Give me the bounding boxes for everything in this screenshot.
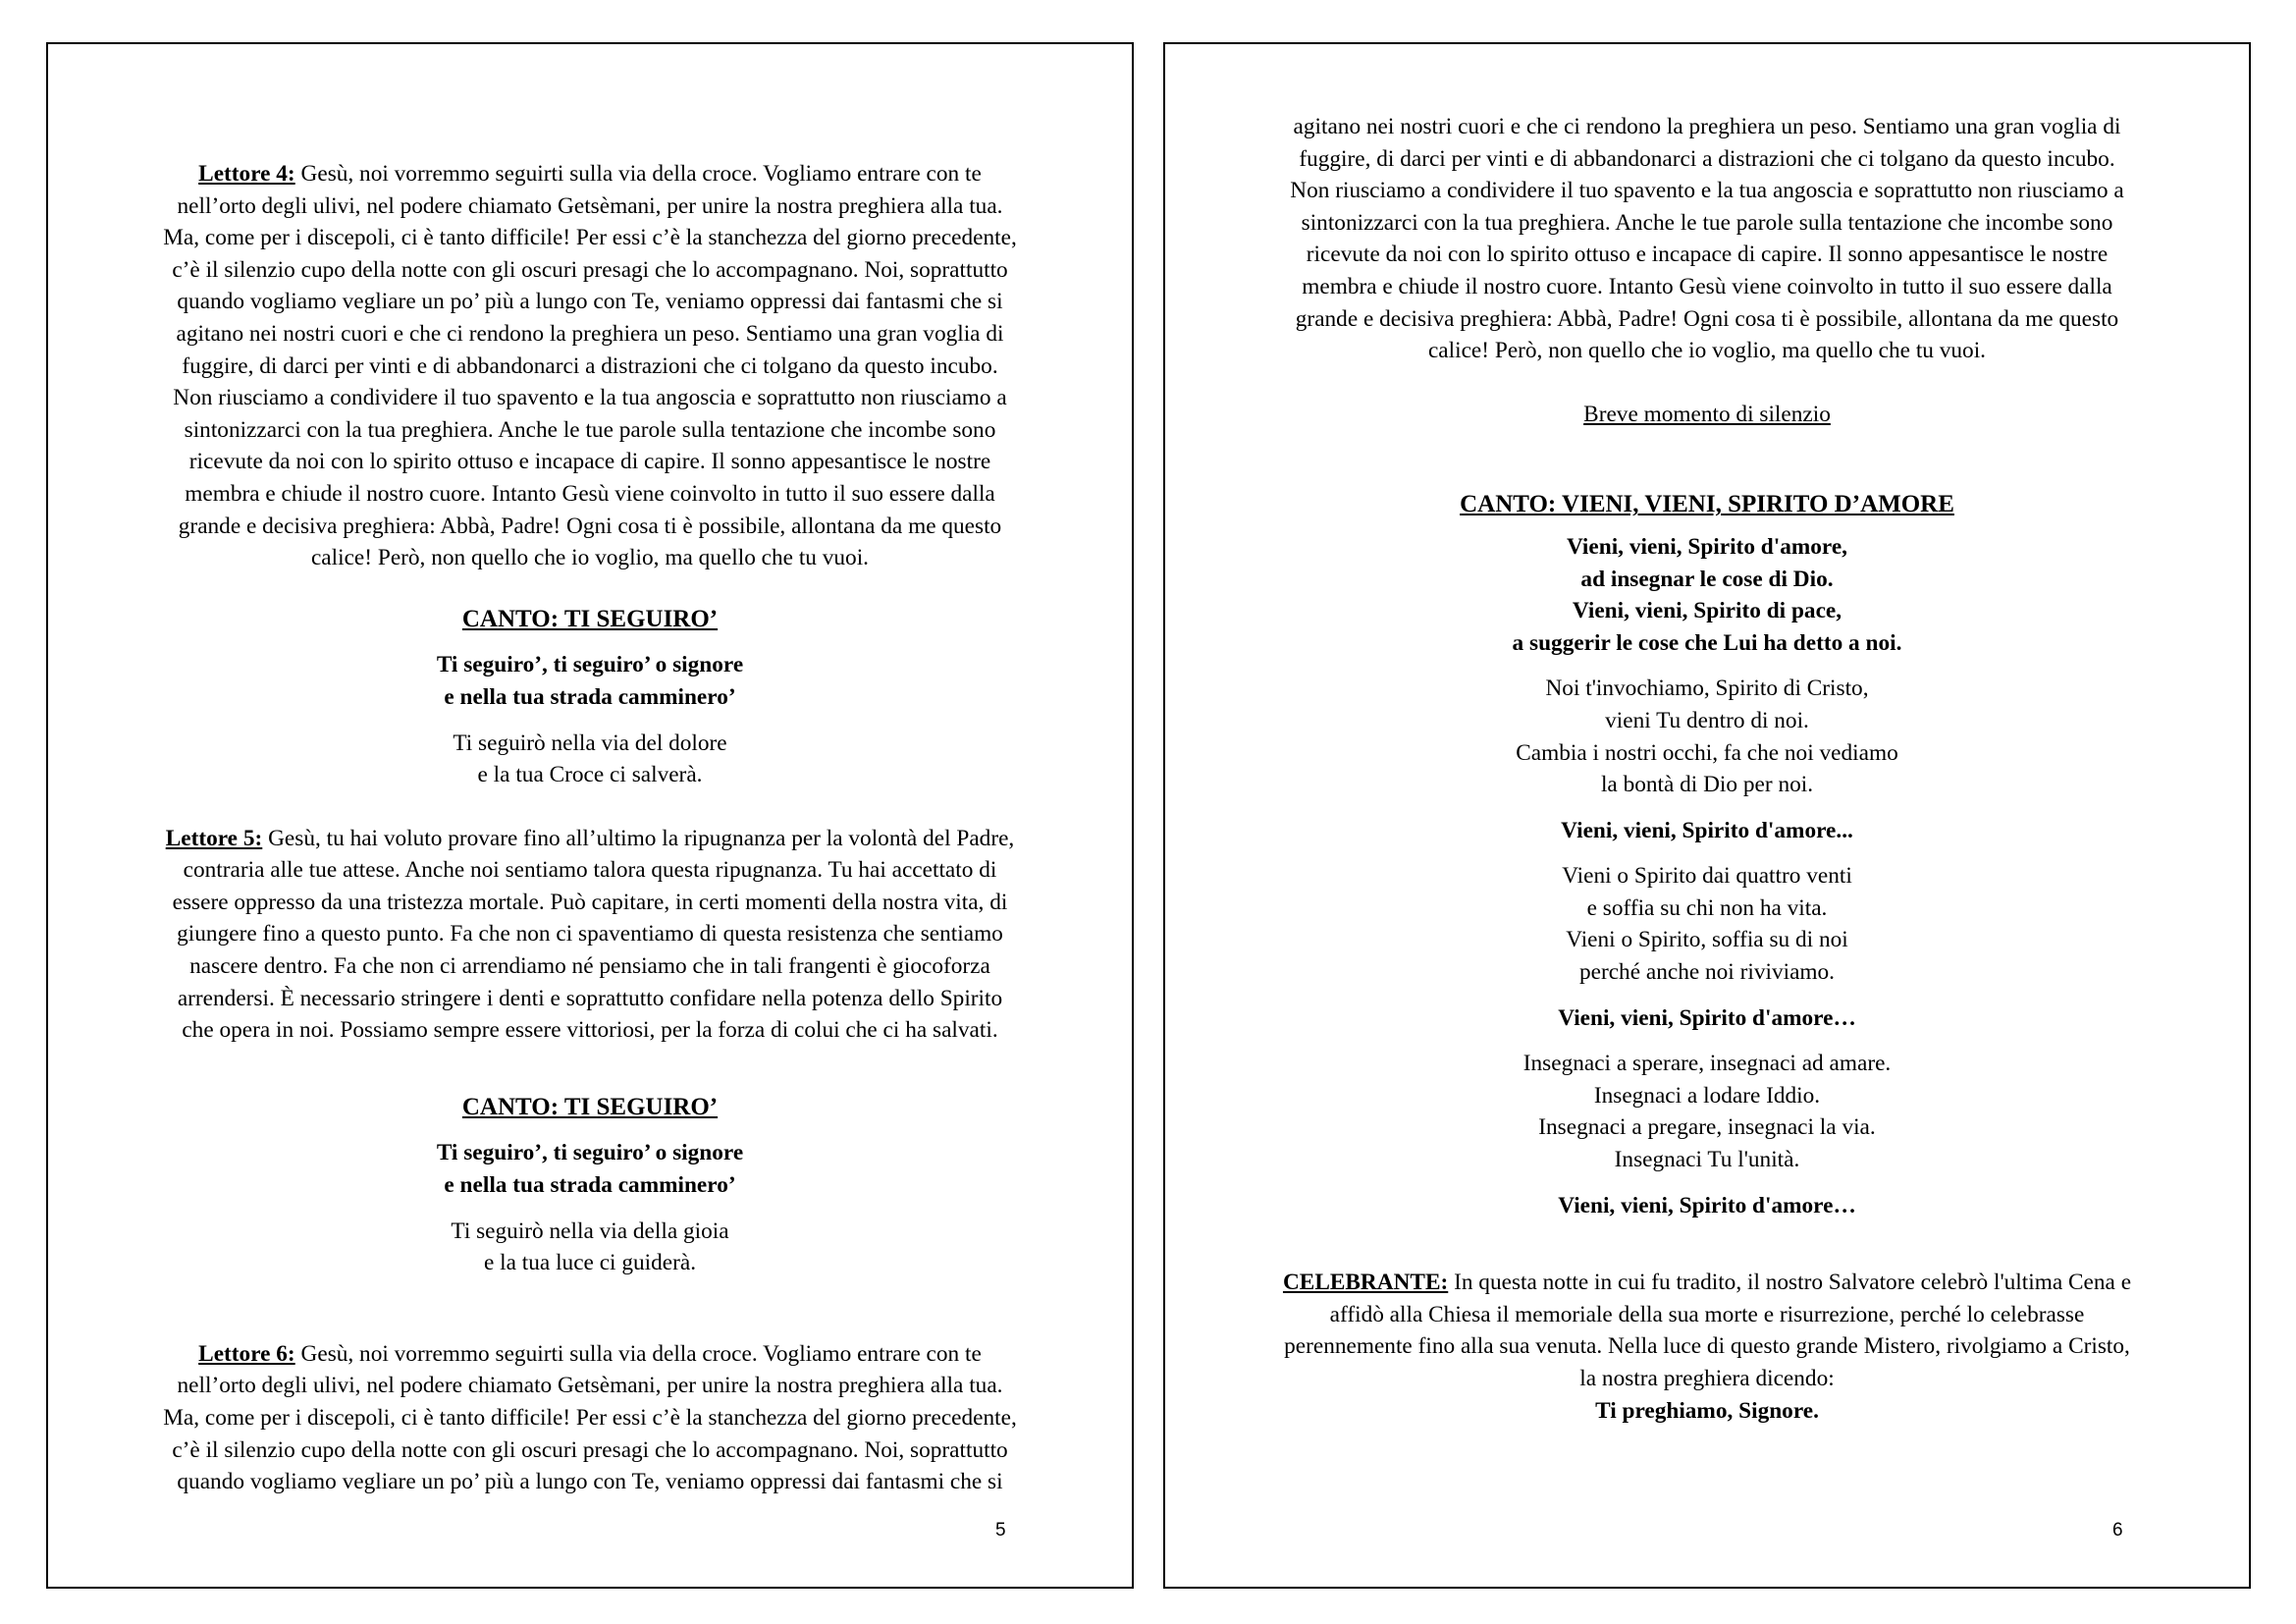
text-line: Ma, come per i discepoli, ci è tanto difficile! Per essi c’è la stanchezza del giorno precedente, bbox=[163, 1405, 1017, 1431]
verse-line: Vieni o Spirito dai quattro venti bbox=[1562, 863, 1852, 890]
reader-6-paragraph bbox=[107, 1338, 1073, 1498]
text-line: Ma, come per i discepoli, ci è tanto difficile! Per essi c’è la stanchezza del giorno precedente, bbox=[163, 225, 1017, 251]
song-refrain bbox=[107, 1137, 1073, 1201]
celebrant-paragraph bbox=[1224, 1267, 2190, 1427]
text-line: fuggire, di darci per vinti e di abbandonarci a distrazioni che ci tolgano da questo incubo. bbox=[182, 352, 998, 379]
refrain-line: Ti seguiro’, ti seguiro’ o signore bbox=[436, 652, 744, 678]
text-line: sintonizzarci con la tua preghiera. Anche le tue parole sulla tentazione che incombe sono bbox=[1301, 209, 2113, 236]
reader-6-label: Lettore 6: bbox=[198, 1340, 295, 1367]
text-line: agitano nei nostri cuori e che ci rendono la preghiera un peso. Sentiamo una gran voglia di bbox=[1293, 114, 2121, 139]
text-line: quando vogliamo vegliare un po’ più a lungo con Te, veniamo oppressi dai fantasmi che si bbox=[177, 289, 1003, 315]
refrain-line: Vieni, vieni, Spirito d'amore, bbox=[1566, 533, 1848, 560]
text-line: giungere fino a questo punto. Fa che non ci spaventiamo di questa resistenza che sentiamo bbox=[177, 921, 1003, 947]
song-title: CANTO: VIENI, VIENI, SPIRITO D’AMORE bbox=[1460, 491, 1954, 518]
song-verse bbox=[1224, 1048, 2190, 1175]
text-line: perennemente fino alla sua venuta. Nella luce di questo grande Mistero, rivolgiamo a Cristo, bbox=[1284, 1333, 2130, 1360]
reader-4-label: Lettore 4: bbox=[198, 161, 295, 187]
text-line: nascere dentro. Fa che non ci arrendiamo né pensiamo che in tali frangenti è giocoforza bbox=[189, 953, 990, 980]
page-6-content bbox=[1224, 111, 2190, 1427]
song-verse bbox=[1224, 673, 2190, 800]
song-refrain bbox=[107, 649, 1073, 713]
text-line: essere oppresso da una tristezza mortale. Può capitare, in certi momenti della nostra vita, di bbox=[172, 889, 1008, 915]
text-line: Non riusciamo a condividere il tuo spavento e la tua angoscia e soprattutto non riusciamo a bbox=[173, 385, 1007, 411]
text-line: Gesù, noi vorremmo seguirti sulla via della croce. Vogliamo entrare con te bbox=[294, 161, 982, 187]
verse-line: Noi t'invochiamo, Spirito di Cristo, bbox=[1545, 676, 1869, 702]
text-line: membra e chiude il nostro cuore. Intanto Gesù viene coinvolto in tutto il suo essere dalla bbox=[185, 480, 995, 507]
refrain-line: Ti seguiro’, ti seguiro’ o signore bbox=[436, 1140, 744, 1166]
text-line: nell’orto degli ulivi, nel podere chiamato Getsèmani, per unire la nostra preghiera alla tua. bbox=[177, 192, 1003, 219]
text-line: grande e decisiva preghiera: Abbà, Padre! Ogni cosa ti è possibile, allontana da me questo bbox=[1295, 305, 2119, 332]
refrain-line: e nella tua strada camminero’ bbox=[444, 1172, 736, 1199]
song-title: CANTO: TI SEGUIRO’ bbox=[461, 605, 719, 632]
text-line: ricevute da noi con lo spirito ottuso e incapace di capire. Il sonno appesantisce le nostre bbox=[188, 449, 991, 475]
text-line: sintonizzarci con la tua preghiera. Anche le tue parole sulla tentazione che incombe sono bbox=[184, 416, 996, 443]
reader-5-paragraph bbox=[107, 823, 1073, 1047]
reader-5-label: Lettore 5: bbox=[165, 825, 263, 851]
page-6 bbox=[1163, 42, 2251, 1589]
verse-line: e soffia su chi non ha vita. bbox=[1586, 894, 1828, 921]
text-line: c’è il silenzio cupo della notte con gli oscuri presagi che lo accompagnano. Noi, soprattutto bbox=[172, 1436, 1008, 1463]
refrain-reprise: Vieni, vieni, Spirito d'amore... bbox=[1561, 817, 1853, 843]
verse-line: Insegnaci Tu l'unità. bbox=[1614, 1147, 1800, 1173]
text-line: fuggire, di darci per vinti e di abbandonarci a distrazioni che ci tolgano da questo incubo. bbox=[1299, 145, 2115, 172]
refrain-line: e nella tua strada camminero’ bbox=[444, 683, 736, 710]
refrain-line: a suggerir le cose che Lui ha detto a noi. bbox=[1512, 629, 1902, 656]
song-title: CANTO: TI SEGUIRO’ bbox=[461, 1093, 719, 1120]
song-verse bbox=[107, 1216, 1073, 1279]
verse-line: perché anche noi riviviamo. bbox=[1578, 959, 1836, 986]
song-verse bbox=[1224, 860, 2190, 988]
song-verse bbox=[107, 728, 1073, 791]
text-line: agitano nei nostri cuori e che ci rendono la preghiera un peso. Sentiamo una gran voglia di bbox=[176, 320, 1004, 347]
page-number: 6 bbox=[2112, 1520, 2123, 1541]
verse-line: Insegnaci a sperare, insegnaci ad amare. bbox=[1522, 1051, 1892, 1077]
verse-line: Ti seguirò nella via della gioia bbox=[451, 1218, 729, 1244]
text-line: membra e chiude il nostro cuore. Intanto Gesù viene coinvolto in tutto il suo essere dalla bbox=[1302, 273, 2112, 299]
celebrant-label: CELEBRANTE: bbox=[1282, 1270, 1449, 1296]
refrain-reprise: Vieni, vieni, Spirito d'amore… bbox=[1558, 1004, 1856, 1031]
text-line: c’è il silenzio cupo della notte con gli oscuri presagi che lo accompagnano. Noi, soprattutto bbox=[172, 256, 1008, 283]
text-line: grande e decisiva preghiera: Abbà, Padre! Ogni cosa ti è possibile, allontana da me questo bbox=[178, 513, 1002, 539]
verse-line: vieni Tu dentro di noi. bbox=[1605, 707, 1809, 733]
silence-note: Breve momento di silenzio bbox=[1583, 401, 1831, 427]
text-line: quando vogliamo vegliare un po’ più a lungo con Te, veniamo oppressi dai fantasmi che si bbox=[177, 1469, 1003, 1495]
text-line: la nostra preghiera dicendo: bbox=[1579, 1366, 1835, 1391]
text-line: calice! Però, non quello che io voglio, ma quello che tu vuoi. bbox=[310, 545, 870, 571]
reader-6-continuation bbox=[1224, 111, 2190, 367]
page-5-content bbox=[107, 158, 1073, 1498]
verse-line: Insegnaci a pregare, insegnaci la via. bbox=[1538, 1114, 1876, 1141]
refrain-reprise: Vieni, vieni, Spirito d'amore… bbox=[1558, 1192, 1856, 1218]
text-line: nell’orto degli ulivi, nel podere chiamato Getsèmani, per unire la nostra preghiera alla tua. bbox=[177, 1373, 1003, 1399]
page-5 bbox=[46, 42, 1134, 1589]
text-line: calice! Però, non quello che io voglio, ma quello che tu vuoi. bbox=[1427, 338, 1987, 364]
verse-line: e la tua Croce ci salverà. bbox=[477, 762, 703, 788]
reader-4-paragraph bbox=[107, 158, 1073, 574]
celebrant-response: Ti preghiamo, Signore. bbox=[1595, 1397, 1819, 1424]
verse-line: Cambia i nostri occhi, fa che noi vediamo bbox=[1516, 739, 1898, 766]
refrain-line: ad insegnar le cose di Dio. bbox=[1580, 566, 1834, 592]
text-line: arrendersi. È necessario stringere i denti e soprattutto confidare nella potenza dello Spirito bbox=[177, 985, 1003, 1011]
text-line: contraria alle tue attese. Anche noi sentiamo talora questa ripugnanza. Tu hai accettato di bbox=[183, 857, 997, 884]
song-refrain bbox=[1224, 531, 2190, 659]
text-line: In questa notte in cui fu tradito, il nostro Salvatore celebrò l'ultima Cena e bbox=[1448, 1270, 2132, 1296]
text-line: ricevute da noi con lo spirito ottuso e incapace di capire. Il sonno appesantisce le nostre bbox=[1306, 242, 2109, 268]
text-line: affidò alla Chiesa il memoriale della sua morte e risurrezione, perché lo celebrasse bbox=[1329, 1301, 2085, 1327]
verse-line: Insegnaci a lodare Iddio. bbox=[1593, 1082, 1821, 1109]
text-line: Gesù, tu hai voluto provare fino all’ultimo la ripugnanza per la volontà del Padre, bbox=[262, 825, 1015, 851]
verse-line: Ti seguirò nella via del dolore bbox=[453, 730, 727, 756]
page-number: 5 bbox=[995, 1520, 1006, 1541]
text-line: Non riusciamo a condividere il tuo spavento e la tua angoscia e soprattutto non riusciamo a bbox=[1290, 178, 2124, 204]
text-line: che opera in noi. Possiamo sempre essere vittoriosi, per la forza di colui che ci ha salvati. bbox=[182, 1017, 998, 1044]
text-line: Gesù, noi vorremmo seguirti sulla via della croce. Vogliamo entrare con te bbox=[294, 1340, 982, 1367]
refrain-line: Vieni, vieni, Spirito di pace, bbox=[1572, 598, 1842, 624]
verse-line: Vieni o Spirito, soffia su di noi bbox=[1566, 927, 1848, 953]
verse-line: e la tua luce ci guiderà. bbox=[483, 1250, 697, 1276]
verse-line: la bontà di Dio per noi. bbox=[1600, 772, 1814, 798]
